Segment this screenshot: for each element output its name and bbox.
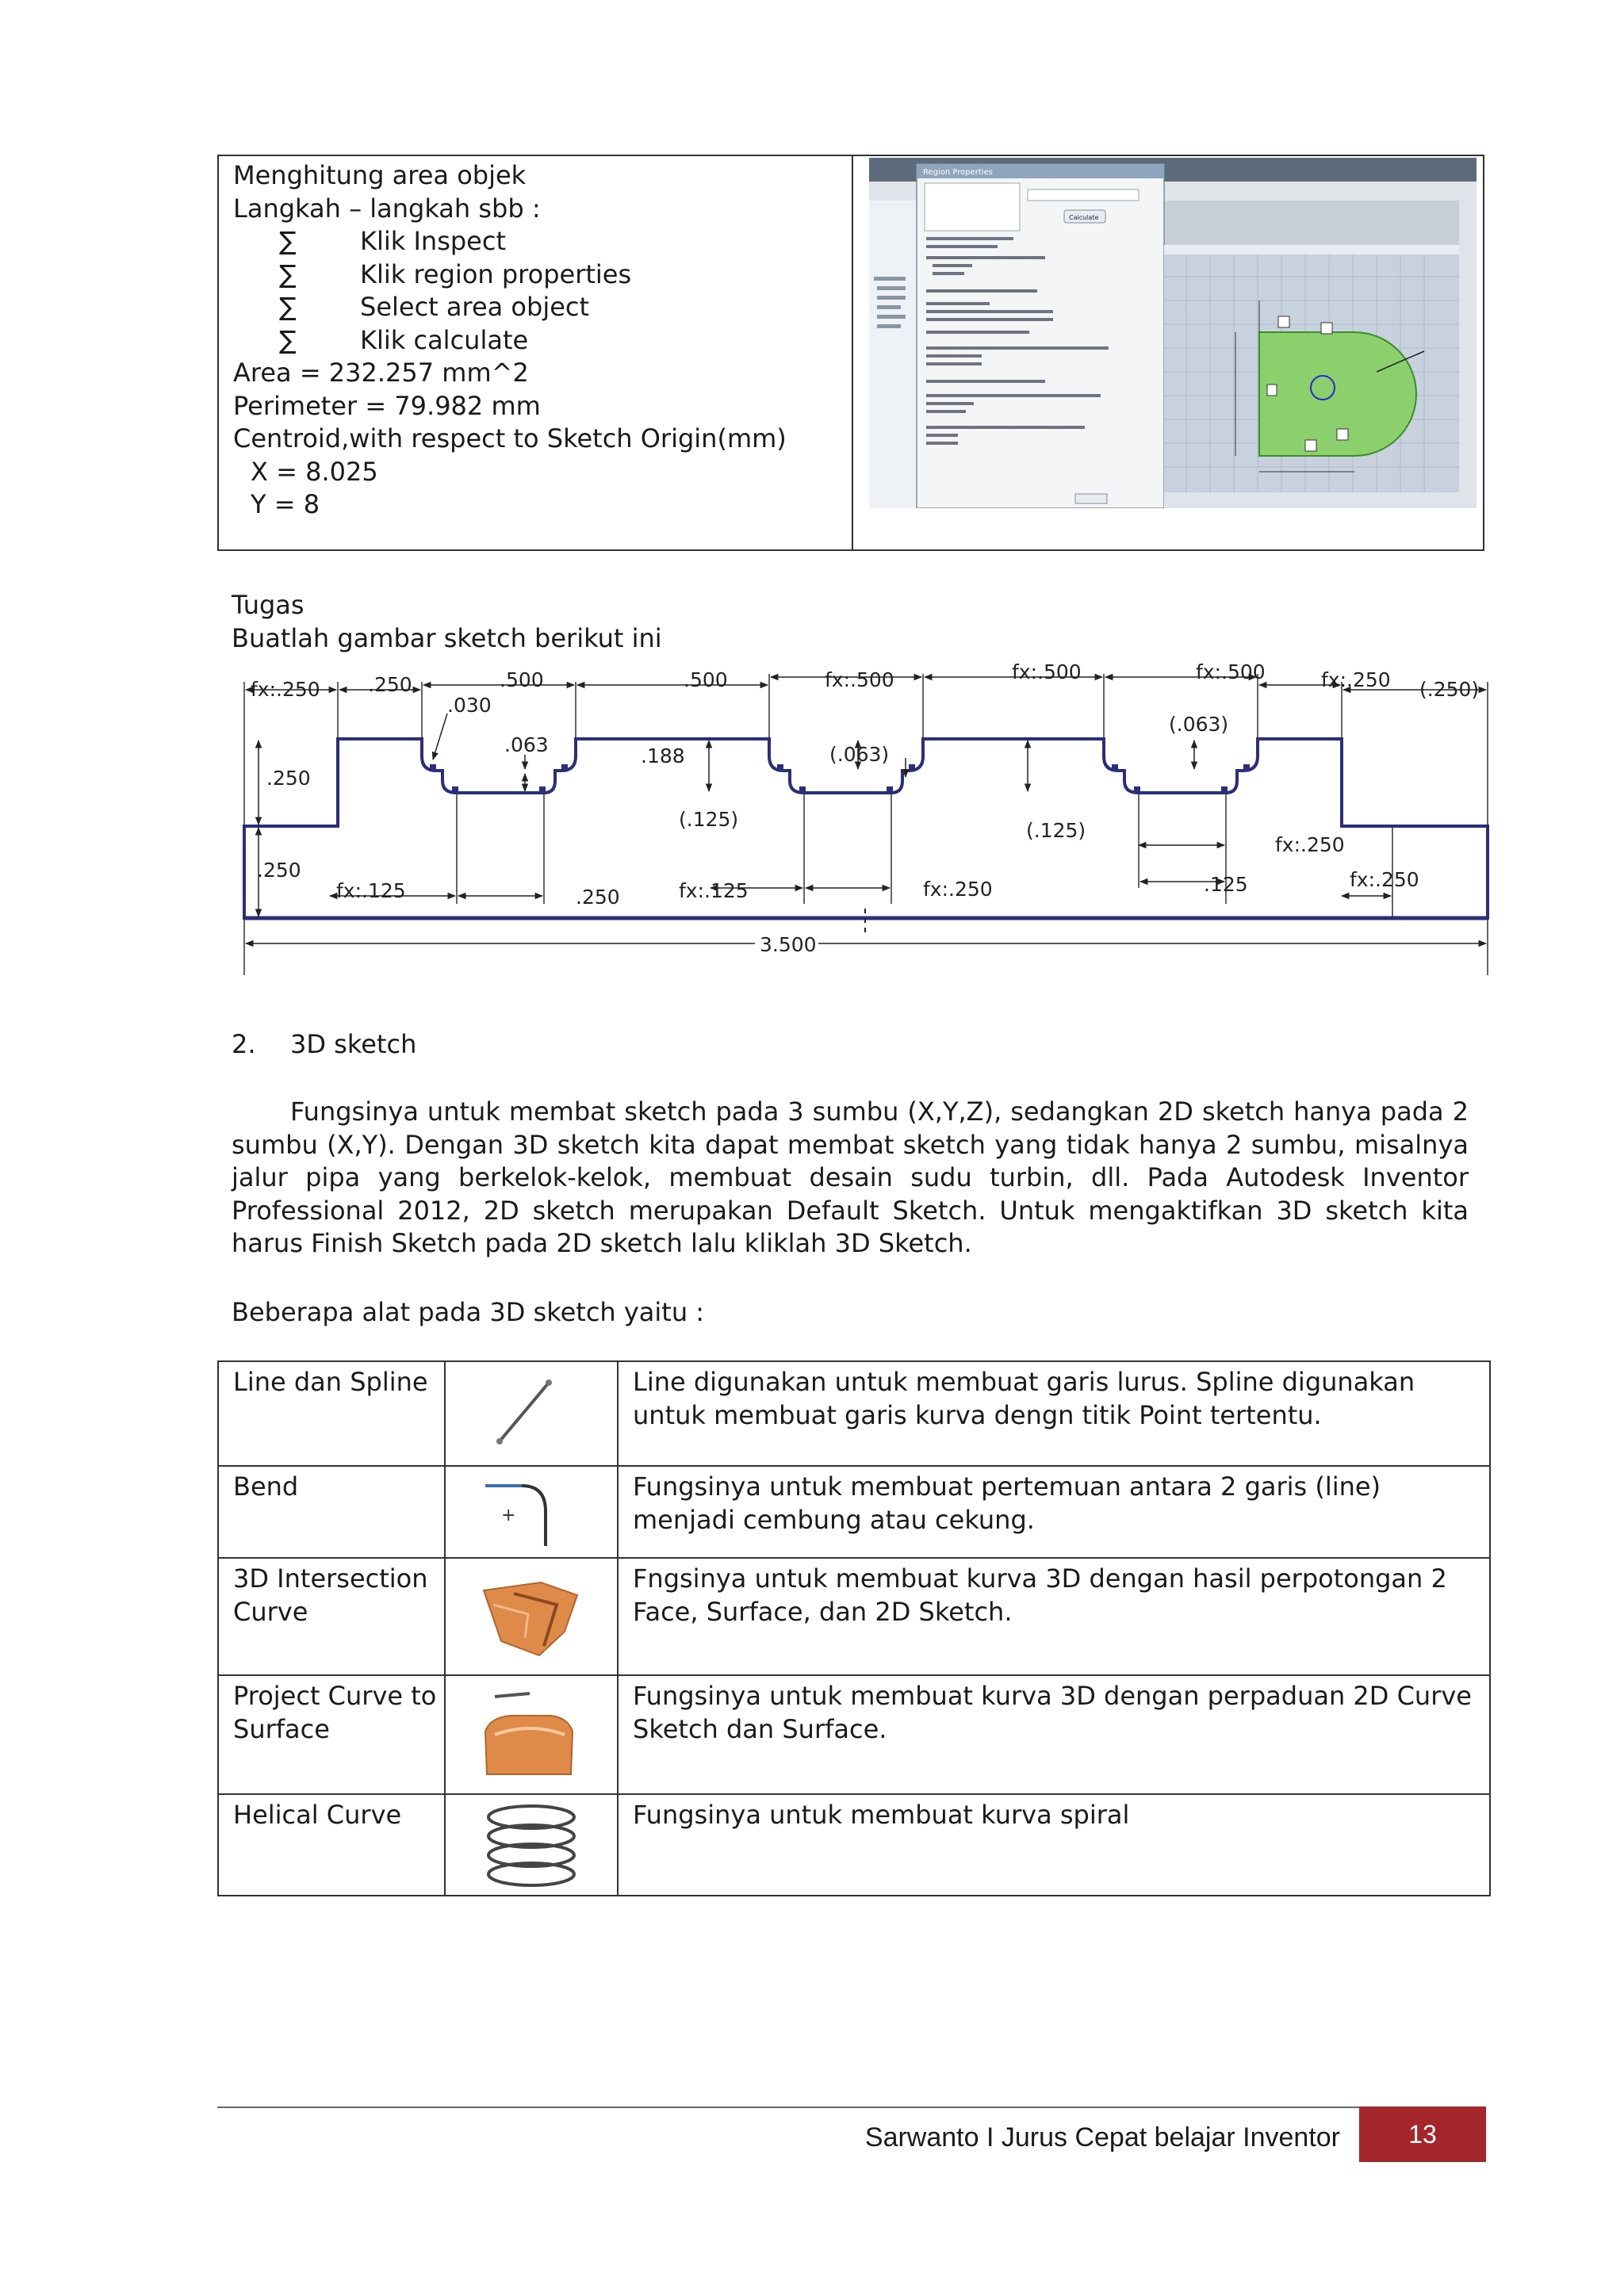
dim-label: .250 <box>368 673 412 696</box>
tools-intro: Beberapa alat pada 3D sketch yaitu : <box>232 1297 705 1327</box>
tool-description: Line digunakan untuk membuat garis lurus. Spline digunakan untuk membuat garis kurva dengn titik Point tertentu. <box>633 1367 1415 1430</box>
helical-curve-icon <box>446 1795 619 1895</box>
dim-label: .250 <box>576 886 620 909</box>
area-table <box>217 155 1484 551</box>
dialog-title: Region Properties <box>923 168 993 177</box>
footer-text: Sarwanto I Jurus Cepat belajar Inventor <box>864 2122 1340 2152</box>
dim-label: fx:.500 <box>825 668 894 691</box>
dim-label: fx:.500 <box>1196 660 1266 683</box>
dim-label: fx:.250 <box>1350 868 1419 891</box>
dim-label: .250 <box>266 767 311 790</box>
dim-label: (.125) <box>1026 819 1086 842</box>
dim-label: fx:.250 <box>1275 833 1345 856</box>
step-item: ∑ Klik region properties <box>233 258 787 292</box>
total-length-label: 3.500 <box>760 933 817 956</box>
tugas-title: Tugas <box>232 590 304 620</box>
area-value: Area = 232.257 mm^2 <box>233 358 529 388</box>
tool-description: Fungsinya untuk membuat kurva spiral <box>633 1800 1130 1830</box>
table-row <box>219 1362 1489 1465</box>
tool-name: Line dan Spline <box>219 1362 446 1465</box>
centroid-y: Y = 8 <box>251 489 320 519</box>
step-item: ∑ Select area object <box>233 291 787 324</box>
dim-label: .063 <box>504 733 549 756</box>
dim-label: .500 <box>684 668 728 691</box>
tool-description: Fngsinya untuk membuat kurva 3D dengan hasil perpotongan 2 Face, Surface, dan 2D Sketch. <box>633 1563 1447 1627</box>
dim-label: fx:.250 <box>1321 668 1391 691</box>
perimeter-value: Perimeter = 79.982 mm <box>233 390 541 421</box>
section-paragraph: Fungsinya untuk membat sketch pada 3 sumbu (X,Y,Z), sedangkan 2D sketch hanya pada 2 sumbu (X,Y). Dengan 3D sketch kita dapat membat sketch yang tidak hanya 2 sumbu, misalnya jalur pipa yang berkelok-kelok, membuat desain sudu turbin, dll. Pada Autodesk Inventor Professional 2012, 2D sketch merupakan Default Sketch. Untuk mengaktifkan 3D sketch kita harus Finish Sketch pada 2D sketch lalu kliklah 3D Sketch. <box>232 1096 1469 1258</box>
tool-description: Fungsinya untuk membuat pertemuan antara 2 garis (line) menjadi cembung atau cekung. <box>633 1471 1381 1535</box>
dim-label: (.063) <box>829 743 890 766</box>
dim-label: .500 <box>500 668 544 691</box>
dim-label: fx:.500 <box>1012 660 1082 683</box>
table-row <box>219 1557 1489 1674</box>
centroid-label: Centroid,with respect to Sketch Origin(mm) <box>233 423 787 453</box>
project-curve-icon <box>446 1676 619 1793</box>
dim-label: fx:.250 <box>923 878 993 901</box>
dim-label: fx:.250 <box>251 678 320 701</box>
inventor-screenshot <box>869 158 1477 508</box>
table-row <box>219 1674 1489 1793</box>
tugas-subtitle: Buatlah gambar sketch berikut ini <box>232 623 662 653</box>
dim-label: .188 <box>641 744 685 767</box>
line-spline-icon <box>446 1362 619 1464</box>
sketch-drawing <box>235 658 1496 991</box>
tool-name: Project Curve to Surface <box>219 1676 446 1793</box>
page-number: 13 <box>1359 2107 1486 2162</box>
sigma-bullet-icon: ∑ <box>279 324 297 355</box>
sigma-bullet-icon: ∑ <box>279 226 297 256</box>
step-item: ∑ Klik Inspect <box>233 225 787 258</box>
footer-rule <box>217 2107 1359 2108</box>
area-title: Menghitung area objek <box>233 160 527 190</box>
bend-icon <box>446 1467 619 1557</box>
steps-intro: Langkah – langkah sbb : <box>233 193 541 224</box>
table-divider <box>852 156 853 549</box>
centroid-x: X = 8.025 <box>251 456 378 487</box>
svg-text:+: + <box>501 1506 516 1525</box>
tool-name: Helical Curve <box>219 1795 446 1895</box>
dim-label: (.250) <box>1419 678 1480 701</box>
dim-label: .125 <box>1204 873 1248 896</box>
tools-table <box>217 1360 1491 1896</box>
dim-label: .250 <box>257 859 301 882</box>
section-number: 2. <box>232 1029 256 1059</box>
intersection-curve-icon <box>446 1559 619 1674</box>
sigma-bullet-icon: ∑ <box>279 292 297 322</box>
section-title: 3D sketch <box>290 1029 417 1059</box>
step-item: ∑ Klik calculate <box>233 324 787 358</box>
svg-text:Calculate: Calculate <box>1069 214 1099 221</box>
table-row <box>219 1793 1489 1895</box>
dim-label: .030 <box>447 694 492 717</box>
tool-description: Fungsinya untuk membuat kurva 3D dengan perpaduan 2D Curve Sketch dan Surface. <box>633 1681 1472 1744</box>
dim-label: (.125) <box>679 808 739 831</box>
dim-label: (.063) <box>1169 713 1229 736</box>
table-row <box>219 1465 1489 1557</box>
tool-name: 3D Intersection Curve <box>219 1559 446 1674</box>
tool-name: Bend <box>219 1467 446 1557</box>
dim-label: fx:.125 <box>336 879 406 902</box>
area-steps <box>233 159 787 522</box>
sigma-bullet-icon: ∑ <box>279 258 297 289</box>
dim-label: fx:.125 <box>679 879 749 902</box>
